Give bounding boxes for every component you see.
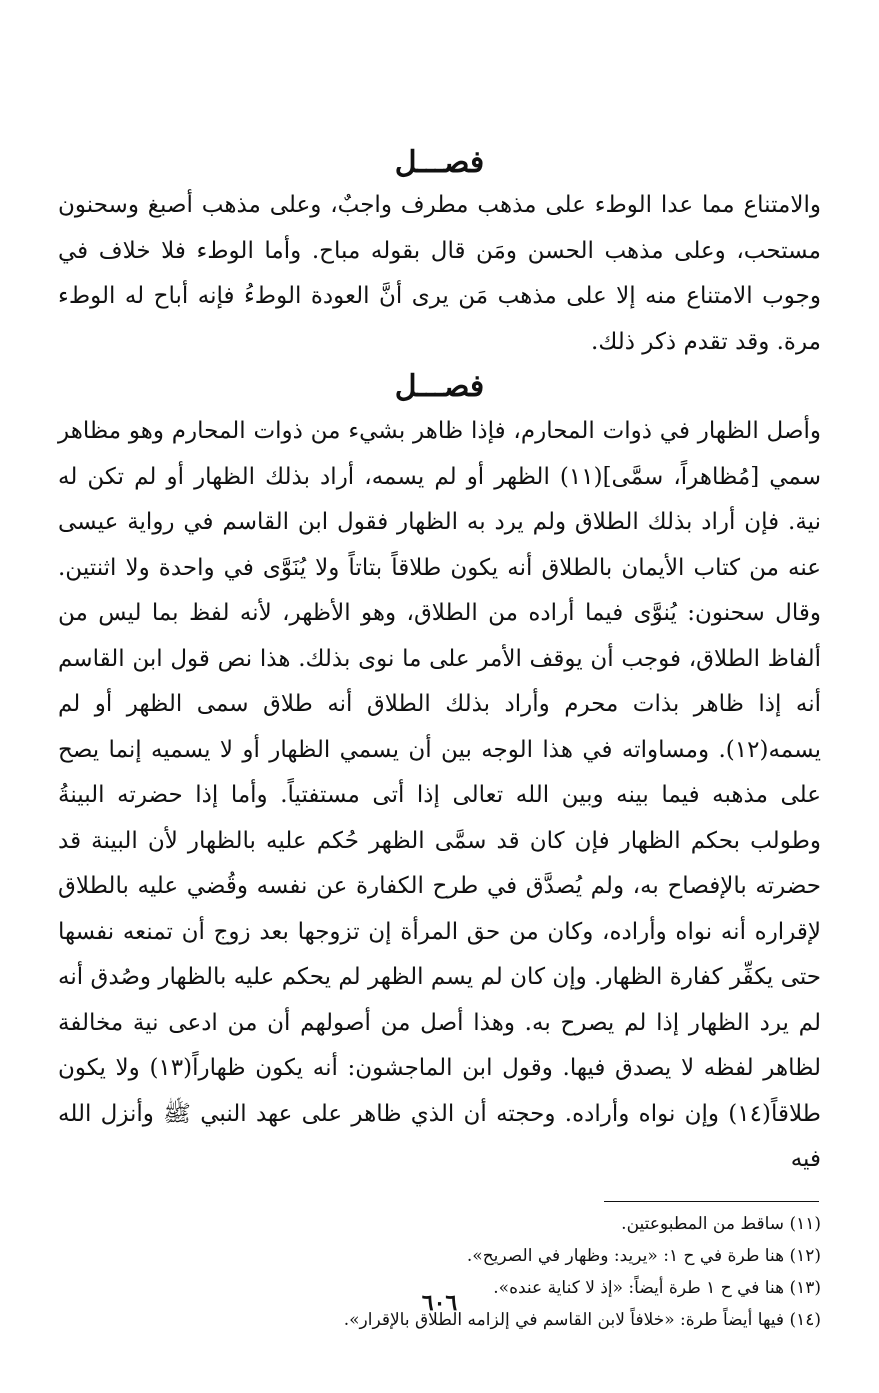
section-heading-1: فصـــل [394, 145, 485, 180]
footnote-divider [604, 1201, 819, 1202]
section-paragraph-2: وأصل الظهار في ذوات المحارم، فإذا ظاهر بشيء من ذوات المحارم وهو مظاهر سمي [مُظاهراً، سمَّى](١١) الظهر أو لم يسمه، أراد بذلك الظهار أو لم تكن له نية. فإن أراد بذلك الطلاق ولم يرد به الظهار فقول ابن القاسم في رواية عيسى عنه من كتاب الأيمان بالطلاق أنه يكون طلاقاً بتاتاً ولا يُنَوَّى في واحدة ولا اثنتين. وقال سحنون: يُنوَّى فيما أراده من الطلاق، وهو الأظهر، لأنه لفظ بما ليس من ألفاظ الطلاق، فوجب أن يوقف الأمر على ما نوى بذلك. هذا نص قول ابن القاسم أنه إذا ظاهر بذات محرم وأراد بذلك الطلاق أنه طلاق سمى الظهر أو لم يسمه(١٢). ومساواته في هذا الوجه بين أن يسمي الظهار أو لا يسميه إنما يصح على مذهبه فيما بينه وبين الله تعالى إذا أتى مستفتياً. وأما إذا حضرته البينةُ وطولب بحكم الظهار فإن كان قد سمَّى الظهر حُكم عليه بالظهار لأن البينة قد حضرته بالإفصاح به، ولم يُصدَّق في طرح الكفارة عن نفسه وقُضي عليه بالطلاق لإقراره أنه نواه وأراده، وكان من حق المرأة إن تزوجها بعد زوج أن تمنعه نفسها حتى يكفِّر كفارة الظهار. وإن كان لم يسم الظهر لم يحكم عليه بالظهار وصُدق أنه لم يرد الظهار إذا لم يصرح به. وهذا أصل من أصولهم أن من ادعى نية مخالفة لظاهر لفظه لا يصدق فيها. وقول ابن الماجشون: أنه يكون ظهاراً(١٣) ولا يكون طلاقاً(١٤) وإن نواه وأراده. وحجته أن الذي ظاهر على عهد النبي ﷺ وأنزل الله فيه [58, 418, 821, 1172]
section-heading-2: فصـــل [394, 369, 485, 404]
footnote-14: (١٤) فيها أيضاً طرة: «خلافاً لابن القاسم في إلزامه الطلاق بالإقرار». [343, 1309, 821, 1330]
footnote-13: (١٣) هنا في ح ١ طرة أيضاً: «إذ لا كناية عنده». [493, 1277, 821, 1298]
section-paragraph-1: والامتناع مما عدا الوطء على مذهب مطرف واجبٌ، وعلى مذهب أصبغ وسحنون مستحب، وعلى مذهب الحسن ومَن قال بقوله مباح. وأما الوطء فلا خلاف في وجوب الامتناع منه إلا على مذهب مَن يرى أنَّ العودة الوطءُ فإنه أباح له الوطء مرة. وقد تقدم ذكر ذلك. [58, 192, 821, 355]
footnote-11: (١١) ساقط من المطبوعتين. [621, 1213, 821, 1234]
footnotes-list [58, 1208, 821, 1336]
page-number: ٦٠٦ [421, 1290, 458, 1316]
footnote-12: (١٢) هنا طرة في ح ١: «يريد: وظهار في الصريح». [466, 1245, 821, 1266]
